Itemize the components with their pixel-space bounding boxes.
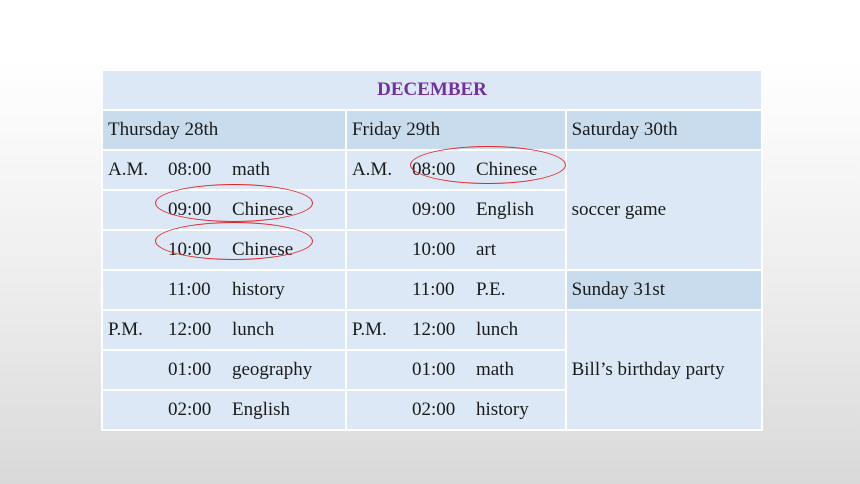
- slot-subject: math: [475, 359, 514, 380]
- thursday-slot: [102, 350, 346, 390]
- slot-time: 12:00: [168, 319, 212, 340]
- slot-subject: art: [475, 239, 496, 260]
- friday-slot: [346, 150, 566, 190]
- slot-subject: math: [232, 159, 270, 180]
- slot-subject: P.E.: [475, 279, 506, 300]
- thursday-slot: [102, 390, 346, 430]
- period-label-am: A.M.: [351, 159, 393, 180]
- day-header-friday: Friday 29th: [346, 110, 566, 150]
- december-schedule-table: [101, 69, 763, 431]
- slot-time: 08:00: [168, 159, 212, 180]
- slot-time: 10:00: [411, 239, 456, 260]
- schedule-row: [102, 270, 762, 310]
- slot-time: 01:00: [411, 359, 456, 380]
- slot-time: 02:00: [168, 399, 212, 420]
- slot-subject: Chinese: [232, 239, 294, 260]
- title-row: [102, 70, 762, 110]
- slot-subject: history: [232, 279, 285, 300]
- slot-time: 11:00: [168, 279, 211, 300]
- slot-time: 10:00: [168, 239, 212, 260]
- slot-time: 08:00: [411, 159, 456, 180]
- slot-subject: Chinese: [475, 159, 538, 180]
- slot-subject: Chinese: [232, 199, 294, 220]
- slot-time: 01:00: [168, 359, 212, 380]
- sunday-event: Bill’s birthday party: [566, 310, 762, 430]
- slot-subject: geography: [232, 359, 313, 380]
- day-header-row: [102, 110, 762, 150]
- friday-slot: [346, 350, 566, 390]
- friday-slot: [346, 390, 566, 430]
- friday-slot: [346, 310, 566, 350]
- friday-slot: [346, 190, 566, 230]
- day-header-saturday: Saturday 30th: [566, 110, 762, 150]
- period-label-pm: P.M.: [108, 319, 143, 340]
- thursday-slot: [102, 230, 346, 270]
- schedule-row: [102, 150, 762, 190]
- slot-subject: lunch: [475, 319, 519, 340]
- slot-subject: English: [475, 199, 535, 220]
- slot-time: 12:00: [411, 319, 456, 340]
- friday-slot: [346, 230, 566, 270]
- schedule-row: [102, 310, 762, 350]
- slot-time: 02:00: [411, 399, 456, 420]
- slot-subject: history: [475, 399, 529, 420]
- slot-time: 09:00: [168, 199, 212, 220]
- saturday-event: soccer game: [566, 150, 762, 270]
- day-header-thursday: Thursday 28th: [102, 110, 346, 150]
- slot-subject: English: [232, 399, 291, 420]
- period-label-am: A.M.: [108, 159, 149, 180]
- period-label-pm: P.M.: [351, 319, 387, 340]
- thursday-slot: [102, 150, 346, 190]
- thursday-slot: [102, 270, 346, 310]
- day-header-sunday: Sunday 31st: [566, 270, 762, 310]
- friday-slot: [346, 270, 566, 310]
- month-title: DECEMBER: [102, 70, 762, 110]
- thursday-slot: [102, 190, 346, 230]
- slot-time: 11:00: [411, 279, 455, 300]
- thursday-slot: [102, 310, 346, 350]
- slot-subject: lunch: [232, 319, 275, 340]
- slot-time: 09:00: [411, 199, 456, 220]
